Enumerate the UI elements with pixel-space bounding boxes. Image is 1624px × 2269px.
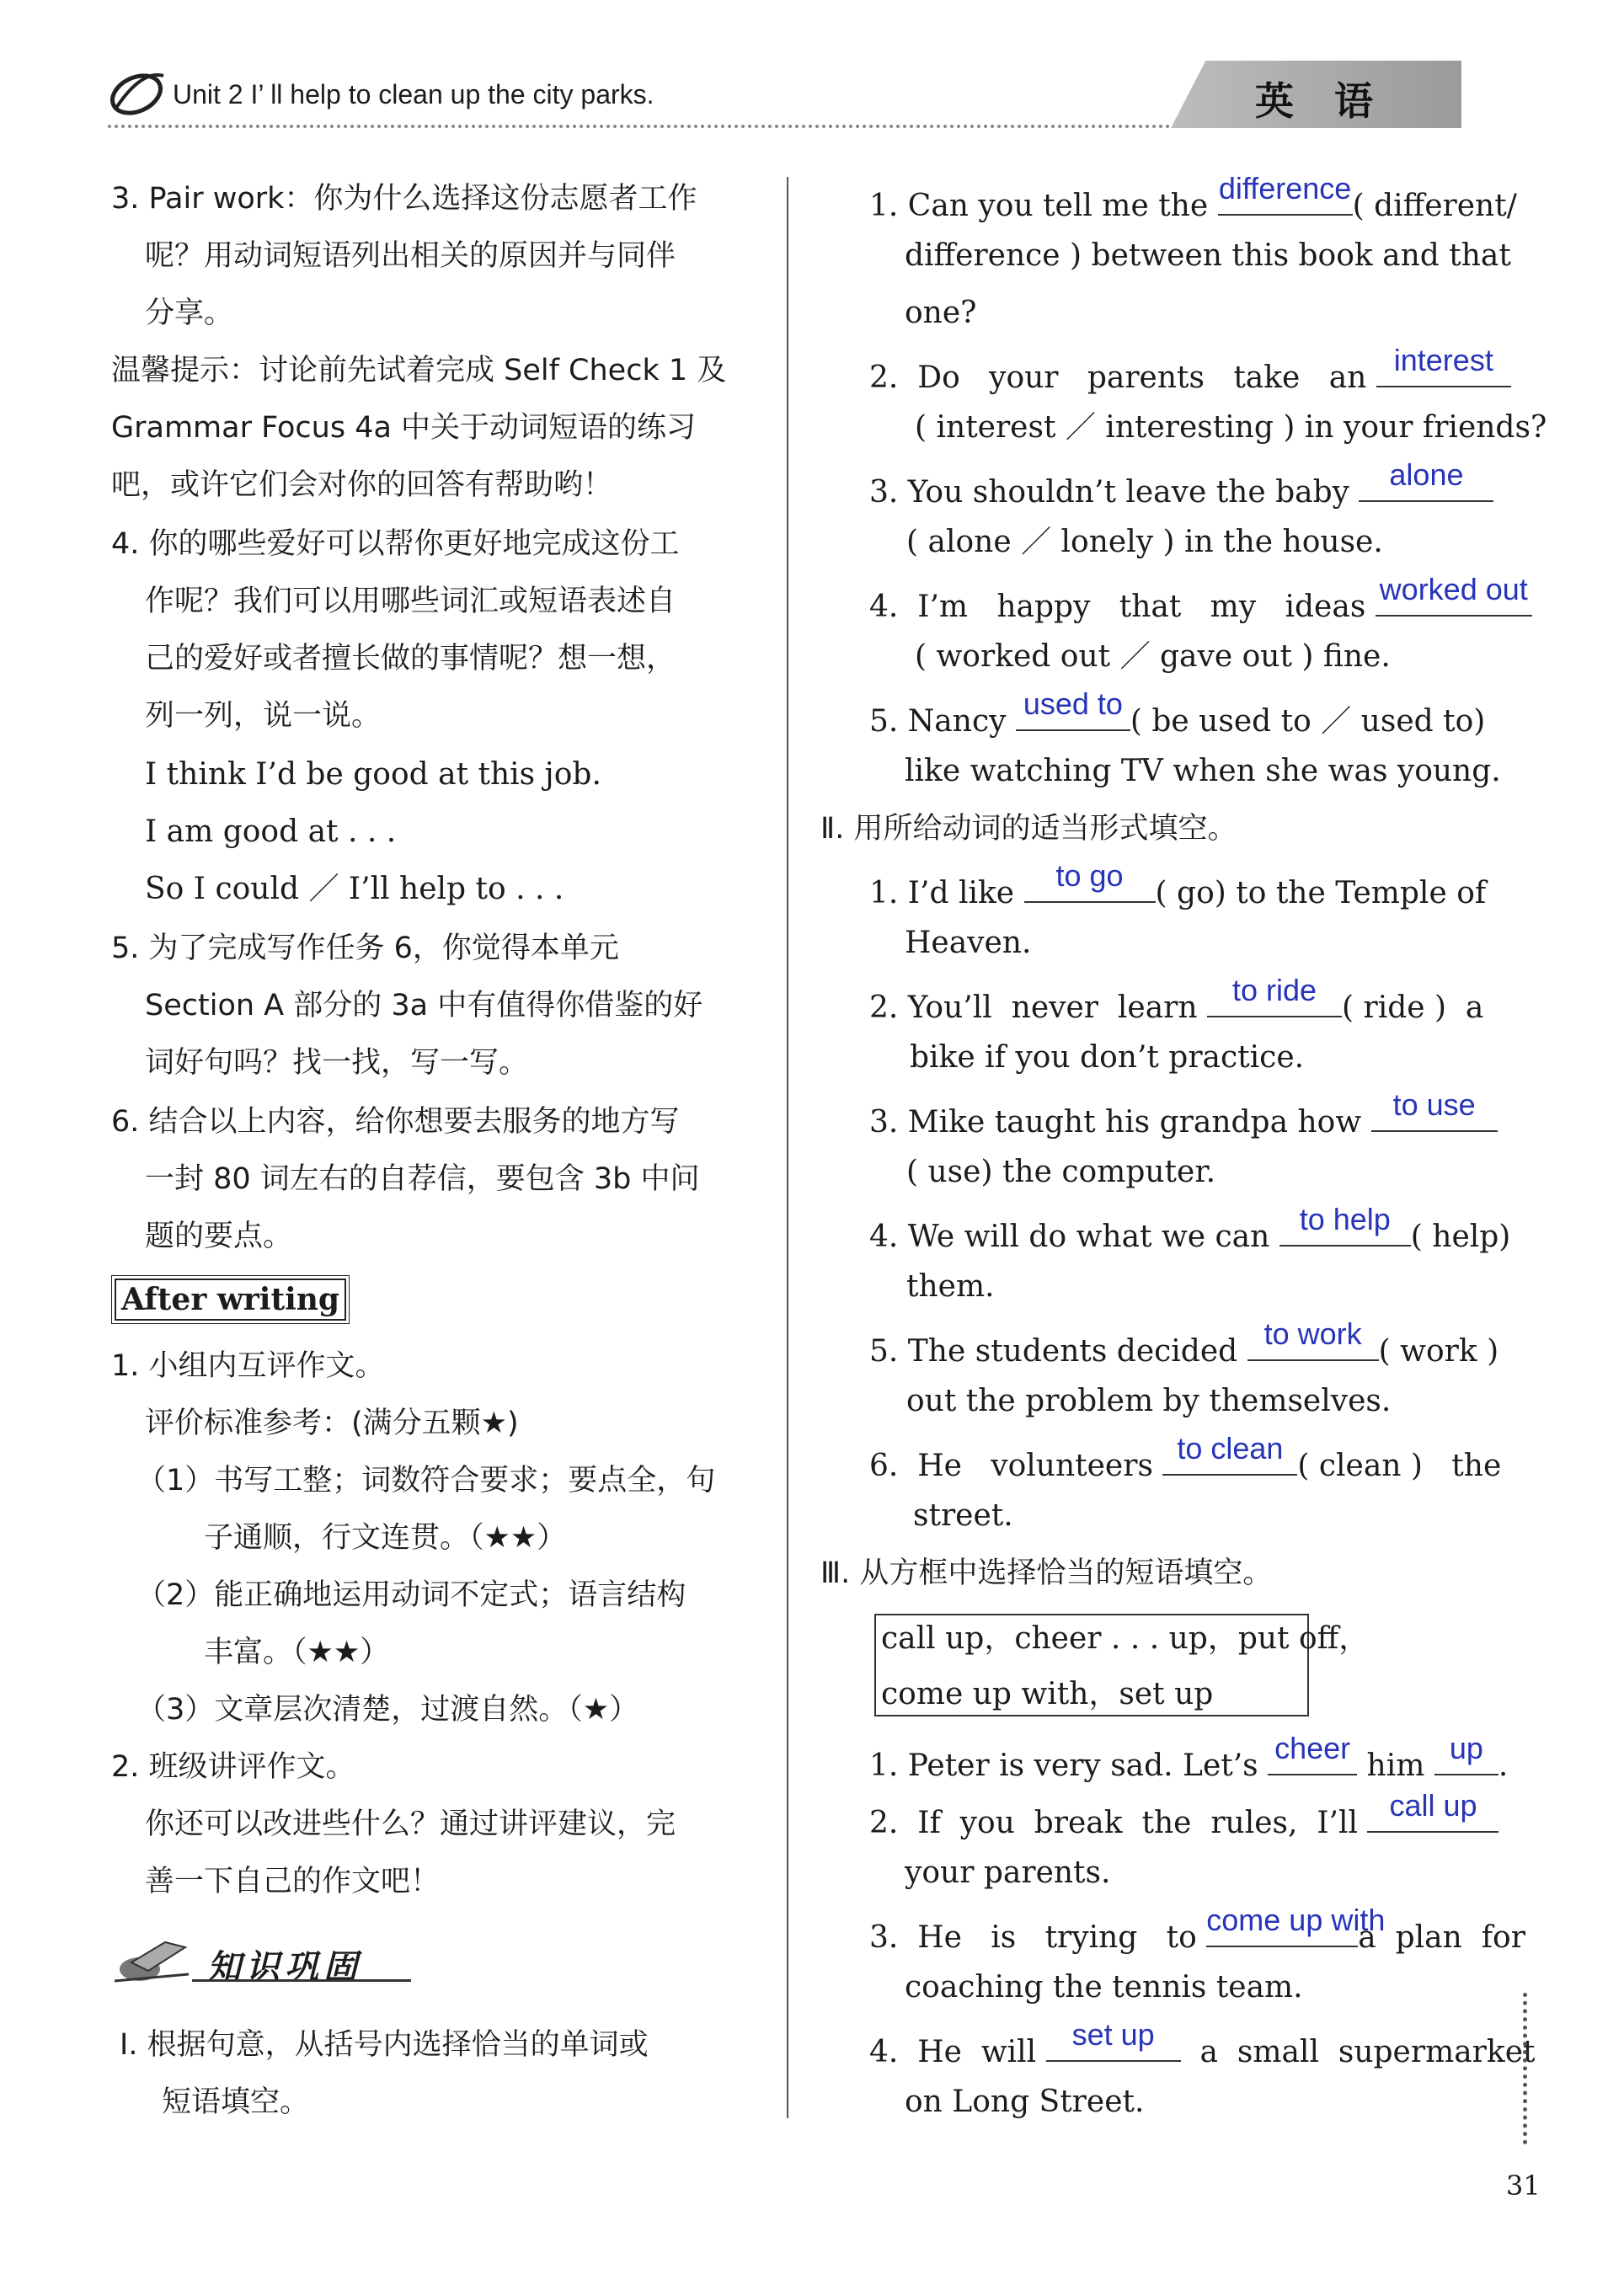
q6-line: 一封 80 词左右的自荐信，要包含 3b 中问 bbox=[145, 1162, 700, 1196]
answer-blank bbox=[1371, 1087, 1498, 1132]
aw1-line: 1. 小组内互评作文。 bbox=[111, 1349, 385, 1383]
p1-item bbox=[869, 686, 1486, 740]
q3-line: 分享。 bbox=[145, 296, 234, 330]
p2-text: ( help) bbox=[1410, 1220, 1511, 1254]
answer: worked out bbox=[1379, 572, 1528, 606]
p2-cont: them. bbox=[906, 1269, 995, 1304]
answer-blank bbox=[1016, 686, 1130, 731]
p3-text: 4. He will bbox=[869, 2035, 1046, 2069]
aw2-line: 你还可以改进些什么？通过讲评建议，完 bbox=[145, 1807, 676, 1841]
answer: used to bbox=[1023, 686, 1123, 721]
p1-cont: difference ) between this book and that bbox=[905, 238, 1511, 273]
part3-title: Ⅲ. 从方框中选择恰当的短语填空。 bbox=[820, 1556, 1273, 1590]
p3-text: him bbox=[1357, 1748, 1434, 1783]
p3-item bbox=[869, 1788, 1498, 1842]
criteria-line: （3）文章层次清楚，过渡自然。（★） bbox=[136, 1693, 639, 1727]
p3-text: . bbox=[1498, 1748, 1509, 1783]
tip-line: 吧，或许它们会对你的回答有帮助哟！ bbox=[111, 468, 613, 502]
subject-label: 英 语 bbox=[1255, 78, 1374, 124]
phrase-box-line: call up，cheer . . . up，put off， bbox=[881, 1621, 1370, 1656]
answer: to go bbox=[1055, 858, 1124, 893]
phrase-box bbox=[874, 1614, 1370, 1716]
answer-blank bbox=[1024, 858, 1156, 903]
p2-cont: out the problem by themselves. bbox=[906, 1384, 1392, 1418]
answer: to ride bbox=[1231, 973, 1317, 1007]
p1-text: 2. Do your parents take an bbox=[869, 360, 1376, 395]
example-sentence: I am good at . . . bbox=[145, 814, 397, 849]
q5-line: 5. 为了完成写作任务 6，你觉得本单元 bbox=[111, 932, 619, 965]
p3-item bbox=[869, 2017, 1536, 2071]
answer-blank bbox=[1046, 2017, 1181, 2062]
aw2-line: 善一下自己的作文吧！ bbox=[145, 1865, 441, 1898]
q6-line: 题的要点。 bbox=[145, 1220, 293, 1253]
answer-blank bbox=[1279, 1202, 1411, 1247]
p2-text: ( ride ) a bbox=[1342, 990, 1484, 1025]
banner-icon bbox=[115, 1937, 190, 1984]
aw2-line: 2. 班级讲评作文。 bbox=[111, 1750, 355, 1784]
answer-blank bbox=[1247, 1316, 1379, 1361]
p2-text: 1. I’d like bbox=[869, 876, 1024, 910]
p1-cont: ( interest ／ interesting ) in your friends? bbox=[915, 410, 1547, 445]
p3-text: 2. If you break the rules, I’ll bbox=[869, 1806, 1368, 1840]
p2-cont: bike if you don’t practice. bbox=[910, 1040, 1305, 1075]
part2-title: Ⅱ. 用所给动词的适当形式填空。 bbox=[820, 812, 1237, 846]
answer-blank bbox=[1207, 973, 1342, 1017]
q5-line: 词好句吗？找一找，写一写。 bbox=[145, 1046, 529, 1080]
example-sentence: So I could ／ I’ll help to . . . bbox=[145, 872, 564, 906]
q3-line: 呢？用动词短语列出相关的原因并与同伴 bbox=[145, 239, 676, 273]
phrase-box-line: come up with，set up bbox=[881, 1677, 1214, 1711]
p2-item bbox=[869, 1316, 1499, 1370]
section-banner-title: 知识巩固 bbox=[207, 1948, 362, 1987]
p3-cont: on Long Street. bbox=[905, 2085, 1145, 2119]
p1-text: 5. Nancy bbox=[869, 704, 1016, 739]
p1-text: 4. I’m happy that my ideas bbox=[869, 590, 1376, 624]
p3-text: a plan for bbox=[1358, 1920, 1525, 1955]
p3-text: 3. He is trying to bbox=[869, 1920, 1207, 1955]
answer-blank bbox=[1376, 343, 1511, 387]
p2-text: 5. The students decided bbox=[869, 1334, 1247, 1369]
p1-item bbox=[869, 343, 1511, 397]
column-divider bbox=[787, 177, 788, 2118]
criteria-line: 子通顺，行文连贯。（★★） bbox=[204, 1521, 567, 1555]
answer: to use bbox=[1392, 1087, 1476, 1122]
unit-title: Unit 2 I’ ll help to clean up the city parks. bbox=[173, 79, 654, 109]
footer-dots bbox=[1523, 1993, 1527, 2144]
answer-blank bbox=[1434, 1731, 1498, 1775]
p2-item bbox=[869, 1202, 1511, 1256]
banner-rule bbox=[192, 1979, 411, 1982]
page-number: 31 bbox=[1506, 2170, 1541, 2202]
answer: call up bbox=[1389, 1788, 1477, 1823]
answer-blank bbox=[1376, 572, 1532, 617]
p2-item bbox=[869, 1431, 1502, 1485]
aw1-line: 评价标准参考：(满分五颗★) bbox=[145, 1407, 519, 1440]
answer-blank bbox=[1206, 1903, 1386, 1947]
q4-line: 4. 你的哪些爱好可以帮你更好地完成这份工 bbox=[111, 527, 680, 561]
p2-cont: street. bbox=[913, 1498, 1013, 1533]
example-sentence: I think I’d be good at this job. bbox=[145, 757, 601, 792]
answer: to clean bbox=[1177, 1431, 1284, 1466]
p1-item bbox=[869, 572, 1532, 626]
part1-title: Ⅰ. 根据句意，从括号内选择恰当的单词或 bbox=[120, 2028, 649, 2062]
p3-item bbox=[869, 1731, 1509, 1785]
p1-text: ( different/ bbox=[1352, 189, 1517, 223]
answer-blank bbox=[1268, 1731, 1357, 1775]
p1-text: ( be used to ／ used to) bbox=[1130, 704, 1486, 739]
q4-line: 列一列，说一说。 bbox=[145, 699, 382, 733]
answer-blank bbox=[1162, 1431, 1297, 1476]
p2-cont: Heaven. bbox=[905, 926, 1032, 960]
answer: cheer bbox=[1274, 1731, 1351, 1765]
p2-text: ( work ) bbox=[1378, 1334, 1499, 1369]
answer-blank bbox=[1218, 171, 1353, 216]
q6-line: 6. 结合以上内容，给你想要去服务的地方写 bbox=[111, 1105, 680, 1139]
p1-text: 1. Can you tell me the bbox=[869, 189, 1218, 223]
answer-blank bbox=[1359, 457, 1493, 502]
p2-text: ( clean ) the bbox=[1297, 1449, 1502, 1483]
tip-line: 温馨提示：讨论前先试着完成 Self Check 1 及 bbox=[111, 354, 727, 387]
part1-title: 短语填空。 bbox=[162, 2085, 310, 2119]
p2-text: 2. You’ll never learn bbox=[869, 990, 1207, 1025]
after-writing-heading: After writing bbox=[115, 1279, 346, 1321]
answer: set up bbox=[1071, 2017, 1155, 2052]
p3-item bbox=[869, 1903, 1525, 1957]
criteria-line: （2）能正确地运用动词不定式；语言结构 bbox=[136, 1578, 686, 1612]
q3-line: 3. Pair work：你为什么选择这份志愿者工作 bbox=[111, 182, 697, 216]
p1-item bbox=[869, 171, 1517, 225]
header-logo bbox=[108, 66, 167, 116]
p2-text: 6. He volunteers bbox=[869, 1449, 1163, 1483]
p1-item bbox=[869, 457, 1493, 511]
answer: to help bbox=[1299, 1202, 1391, 1236]
p3-cont: coaching the tennis team. bbox=[905, 1970, 1303, 2005]
answer: to work bbox=[1263, 1316, 1362, 1351]
q4-line: 己的爱好或者擅长做的事情呢？想一想， bbox=[145, 642, 676, 675]
answer-blank bbox=[1367, 1788, 1498, 1833]
answer: interest bbox=[1393, 343, 1493, 377]
q5-line: Section A 部分的 3a 中有值得你借鉴的好 bbox=[145, 989, 703, 1022]
answer: alone bbox=[1389, 457, 1464, 492]
tip-line: Grammar Focus 4a 中关于动词短语的练习 bbox=[111, 411, 697, 445]
p2-item bbox=[869, 973, 1484, 1027]
criteria-line: 丰富。（★★） bbox=[204, 1636, 390, 1669]
p1-cont: like watching TV when she was young. bbox=[905, 754, 1501, 788]
p3-text: 1. Peter is very sad. Let’s bbox=[869, 1748, 1269, 1783]
answer: up bbox=[1449, 1731, 1483, 1765]
p1-cont: ( worked out ／ gave out ) fine. bbox=[915, 639, 1391, 674]
answer: difference bbox=[1218, 171, 1352, 206]
p1-text: 3. You shouldn’t leave the baby bbox=[869, 475, 1360, 510]
p3-cont: your parents. bbox=[905, 1855, 1111, 1890]
p2-cont: ( use) the computer. bbox=[906, 1155, 1216, 1189]
p2-text: 4. We will do what we can bbox=[869, 1220, 1279, 1254]
p2-text: ( go) to the Temple of bbox=[1155, 876, 1487, 910]
answer: come up with bbox=[1206, 1903, 1386, 1937]
p2-text: 3. Mike taught his grandpa how bbox=[869, 1105, 1371, 1140]
p3-text: a small supermarket bbox=[1180, 2035, 1536, 2069]
p1-cont: one? bbox=[905, 296, 977, 330]
q4-line: 作呢？我们可以用哪些词汇或短语表述自 bbox=[145, 585, 676, 618]
p1-cont: ( alone ／ lonely ) in the house. bbox=[906, 525, 1383, 559]
p2-item bbox=[869, 858, 1487, 912]
p2-item bbox=[869, 1087, 1498, 1141]
criteria-line: （1）书写工整；词数符合要求；要点全，句 bbox=[136, 1464, 716, 1498]
